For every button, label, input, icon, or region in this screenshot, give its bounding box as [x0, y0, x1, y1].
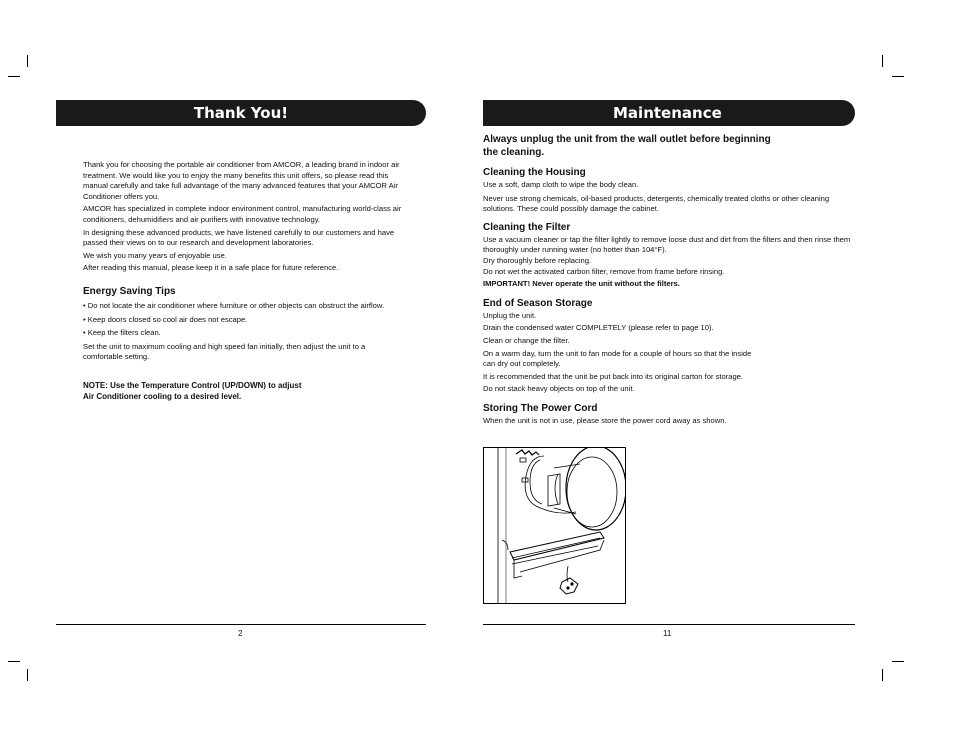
- storage-item: Clean or change the filter.: [483, 335, 570, 345]
- intro-paragraph: In designing these advanced products, we have listened carefully to our customers and have passed their views on to our research and development laboratories.: [83, 227, 395, 248]
- storage-heading: End of Season Storage: [483, 297, 593, 309]
- filter-text: Do not wet the activated carbon filter, remove from frame before rinsing.: [483, 266, 725, 276]
- list-item: • Keep doors closed so cool air does not escape.: [83, 314, 248, 324]
- warning-line: the cleaning.: [483, 147, 545, 158]
- filter-text: Use a vacuum cleaner or tap the filter lightly to remove loose dust and dirt from the filters and then rinse them thoroughly under running water (no hotter than 104°F).: [483, 234, 851, 255]
- right-page-content: [483, 133, 853, 427]
- intro-paragraph: We wish you many years of enjoyable use.: [83, 250, 227, 260]
- maintenance-banner: Maintenance: [483, 100, 855, 126]
- note-line: Air Conditioner cooling to a desired level.: [83, 391, 242, 401]
- footer-rule: [483, 624, 855, 625]
- list-item: • Do not locate the air conditioner where furniture or other objects can obstruct the airflow.: [83, 300, 385, 310]
- intro-paragraph: After reading this manual, please keep it in a safe place for future reference.: [83, 263, 339, 273]
- filter-text: Dry thoroughly before replacing.: [483, 255, 592, 265]
- left-page-content: [83, 160, 403, 402]
- storage-item: Unplug the unit.: [483, 310, 537, 320]
- filter-heading: Cleaning the Filter: [483, 221, 571, 233]
- tips-list: [83, 301, 403, 339]
- crop-mark: [892, 76, 904, 77]
- storage-item: It is recommended that the unit be put back into its original carton for storage.: [483, 371, 744, 381]
- intro-paragraph: Thank you for choosing the portable air conditioner from AMCOR, a leading brand in indoor air treatment. We would like you to enjoy the many benefits this unit offers, so please read this manual carefully and take full advantage of the many advanced features that your AMCOR Air Conditioner offers you.: [83, 160, 400, 201]
- cord-text: When the unit is not in use, please store the power cord away as shown.: [483, 415, 727, 425]
- housing-heading: Cleaning the Housing: [483, 167, 586, 178]
- list-item: • Keep the filters clean.: [83, 328, 161, 338]
- crop-mark: [882, 669, 883, 681]
- housing-text: Use a soft, damp cloth to wipe the body clean.: [483, 180, 639, 189]
- intro-paragraph: AMCOR has specialized in complete indoor environment control, manufacturing world-class air conditioners, dehumidifiers and air purifiers with innovative technology.: [83, 204, 402, 224]
- power-cord-drawing: [484, 448, 625, 603]
- filter-important: IMPORTANT! Never operate the unit without the filters.: [483, 279, 680, 289]
- power-cord-illustration: [483, 447, 626, 604]
- crop-mark: [882, 55, 883, 67]
- note-line: NOTE: Use the Temperature Control (UP/DOWN) to adjust: [83, 380, 302, 390]
- warning-line: Always unplug the unit from the wall outlet before beginning: [483, 134, 771, 145]
- page-number: 11: [663, 629, 672, 638]
- storage-item: On a warm day, turn the unit to fan mode for a couple of hours so that the inside can dry out completely.: [483, 348, 752, 369]
- crop-mark: [27, 669, 28, 681]
- storage-item: Drain the condensed water COMPLETELY (please refer to page 10).: [483, 323, 714, 333]
- crop-mark: [27, 55, 28, 67]
- cord-heading: Storing The Power Cord: [483, 402, 598, 414]
- storage-item: Do not stack heavy objects on top of the unit.: [483, 384, 635, 394]
- crop-mark: [8, 76, 20, 77]
- thank-you-banner: Thank You!: [56, 100, 426, 126]
- energy-saving-heading: Energy Saving Tips: [83, 285, 176, 297]
- tips-after-text: Set the unit to maximum cooling and high speed fan initially, then adjust the unit to a comfortable setting.: [83, 341, 366, 362]
- housing-text: Never use strong chemicals, oil-based products, detergents, chemically treated cloths or other cleaning solutions. These could possibly damage the cabinet.: [483, 193, 830, 214]
- page-number: 2: [238, 629, 243, 638]
- crop-mark: [8, 661, 20, 662]
- crop-mark: [892, 661, 904, 662]
- footer-rule: [56, 624, 426, 625]
